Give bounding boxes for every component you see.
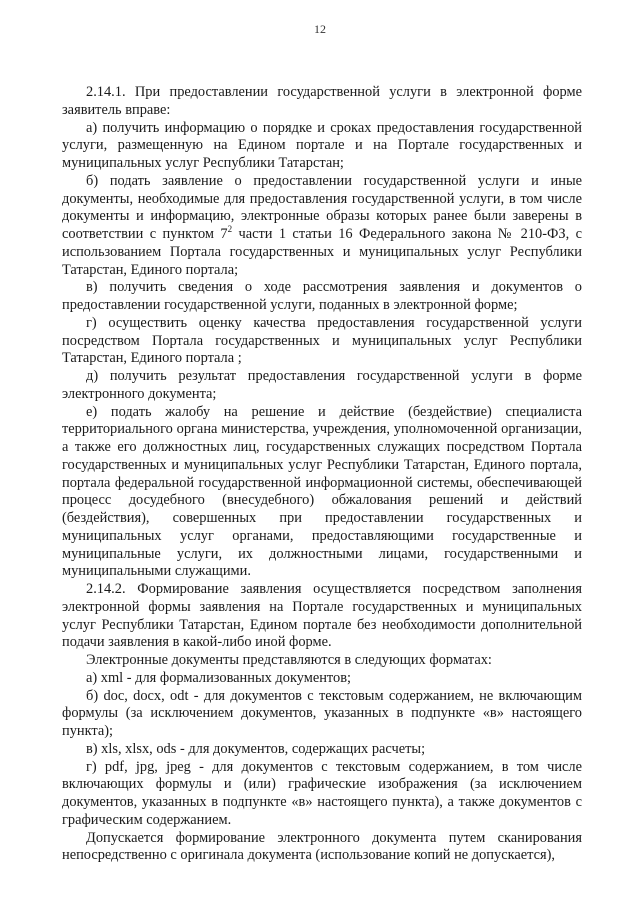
paragraph-format-a: а) xml - для формализованных документов; [86, 669, 352, 686]
paragraph-2-14-2: 2.14.2. Формирование заявления осуществляется посредством заполнения электронной формы заявления на Портале государственных и муниципальных услуг Республики Татарстан, Едином портале без необходимости дополнительной подачи заявления в какой-либо иной форме. [62, 581, 582, 651]
paragraph-item-b-text-cont: части 1 статьи 16 Федерального закона № 210-ФЗ, с использованием Портала государственных и муниципальных услуг Республики Татарстан, Единого портала; [62, 226, 582, 278]
paragraph-2-14-1: 2.14.1. При предоставлении государственной услуги в электронной форме заявитель вправе: [62, 84, 582, 118]
paragraph-item-g: г) осуществить оценку качества предоставления государственной услуги посредством Портала государственных и муниципальных услуг Республики Татарстан, Единого портала ; [62, 314, 582, 367]
paragraph-format-b: б) doc, docx, odt - для документов с текстовым содержанием, не включающим формулы (за исключением документов, указанных в подпункте «в» настоящего пункта); [62, 687, 582, 739]
paragraph-formats-intro: Электронные документы представляются в следующих форматах: [86, 652, 492, 668]
superscript: 2 [227, 224, 233, 235]
paragraph-item-b [62, 173, 582, 280]
paragraph-item-a: а) получить информацию о порядке и сроках предоставления государственной услуги, размещенную на Едином портале и на Портале государственных и муниципальных услуг Республики Татарстан; [62, 119, 582, 171]
paragraph-item-d: д) получить результат предоставления государственной услуги в форме электронного документа; [62, 368, 582, 402]
paragraph-item-v: в) получить сведения о ходе рассмотрения заявления и документов о предоставлении государственной услуги, поданных в электронной форме; [62, 279, 582, 313]
paragraph-item-e: е) подать жалобу на решение и действие (бездействие) специалиста территориального органа министерства, учреждения, уполномоченной организации, а также его должностных лиц, государственных служащих посредством Портала государственных и муниципальных услуг Республики Татарстан, Единого портала, портала федеральной государственной информационной системы, обеспечивающей процесс досудебного (внесудебного) обжалования решений и действий (бездействия), совершенных при предоставлении государственных и муниципальных услуг органами, предоставляющими государственные и муниципальные услуги, их должностными лицами, государственными и муниципальными служащими. [62, 403, 582, 580]
paragraph-scanning: Допускается формирование электронного документа путем сканирования непосредственно с оригинала документа (использование копий не допускается), [62, 829, 582, 864]
paragraph-format-v: в) xls, xlsx, ods - для документов, содержащих расчеты; [86, 740, 426, 757]
document-body [62, 84, 582, 865]
paragraph-item-b-text: б) подать заявление о предоставлении государственной услуги и иные документы, необходимые для предоставления государственной услуги, в том числе документы и информацию, электронные образы которых ранее были заверены в соответствии с пунктом 7 [62, 172, 582, 242]
page-number: 12 [314, 22, 326, 36]
paragraph-format-g: г) pdf, jpg, jpeg - для документов с текстовым содержанием, в том числе включающих формулы и (или) графические изображения (за исключением документов, указанных в подпункте «в» настоящего пункта), а также документов с графическим содержанием. [62, 758, 582, 828]
